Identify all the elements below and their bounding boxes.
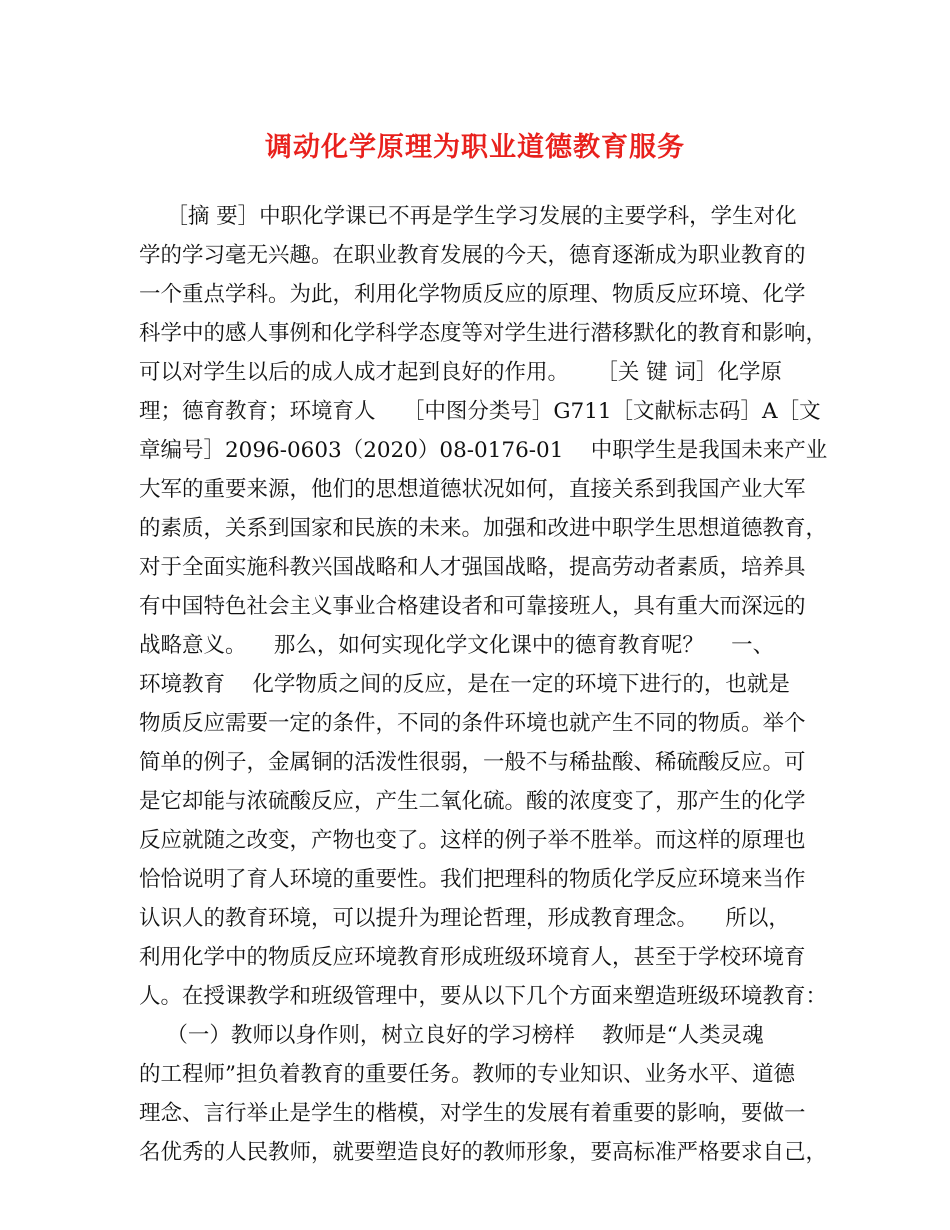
document-title: 调动化学原理为职业道德教育服务 <box>265 132 685 163</box>
body-line: 认识人的教育环境，可以提升为理论哲理，形成教育理念。 所以， <box>139 906 790 931</box>
body-line: 学的学习毫无兴趣。在职业教育发展的今天，德育逐渐成为职业教育的 <box>139 243 806 268</box>
body-line: 战略意义。 那么，如何实现化学文化课中的德育教育呢？ 一、 <box>139 633 775 658</box>
body-line: 章编号］2096-0603（2020）08-0176-01 中职学生是我国未来产业 <box>139 438 828 463</box>
body-line: 物质反应需要一定的条件，不同的条件环境也就产生不同的物质。举个 <box>139 711 806 736</box>
body-line: 简单的例子，金属铜的活泼性很弱，一般不与稀盐酸、稀硫酸反应。可 <box>139 750 806 775</box>
body-line: 名优秀的人民教师，就要塑造良好的教师形象，要高标准严格要求自己， <box>139 1140 828 1165</box>
body-line: ［摘 要］中职化学课已不再是学生学习发展的主要学科，学生对化 <box>139 204 797 229</box>
body-line: 环境教育 化学物质之间的反应，是在一定的环境下进行的，也就是 <box>139 672 790 697</box>
body-line: 对于全面实施科教兴国战略和人才强国战略，提高劳动者素质，培养具 <box>139 555 806 580</box>
body-line: 有中国特色社会主义事业合格建设者和可靠接班人，具有重大而深远的 <box>139 594 806 619</box>
body-line: 利用化学中的物质反应环境教育形成班级环境育人，甚至于学校环境育 <box>139 945 806 970</box>
body-line: 可以对学生以后的成人成才起到良好的作用。 ［关 键 词］化学原 <box>139 360 783 385</box>
body-line: 理念、言行举止是学生的楷模，对学生的发展有着重要的影响，要做一 <box>139 1101 806 1126</box>
body-line: 的素质，关系到国家和民族的未来。加强和改进中职学生思想道德教育， <box>139 516 828 541</box>
document-body <box>139 197 829 1172</box>
body-line: 的工程师”担负着教育的重要任务。教师的专业知识、业务水平、道德 <box>139 1062 795 1087</box>
body-line: 反应就随之改变，产物也变了。这样的例子举不胜举。而这样的原理也 <box>139 828 806 853</box>
body-line: （一）教师以身作则，树立良好的学习榜样 教师是“人类灵魂 <box>139 1023 764 1048</box>
body-line: 恰恰说明了育人环境的重要性。我们把理科的物质化学反应环境来当作 <box>139 867 806 892</box>
body-line: 一个重点学科。为此，利用化学物质反应的原理、物质反应环境、化学 <box>139 282 806 307</box>
body-line: 人。在授课教学和班级管理中，要从以下几个方面来塑造班级环境教育： <box>139 984 828 1009</box>
body-line: 理；德育教育；环境育人 ［中图分类号］G711［文献标志码］A［文 <box>139 399 821 424</box>
body-line: 大军的重要来源，他们的思想道德状况如何，直接关系到我国产业大军 <box>139 477 806 502</box>
body-line: 科学中的感人事例和化学科学态度等对学生进行潜移默化的教育和影响， <box>139 321 828 346</box>
body-line: 是它却能与浓硫酸反应，产生二氧化硫。酸的浓度变了，那产生的化学 <box>139 789 806 814</box>
